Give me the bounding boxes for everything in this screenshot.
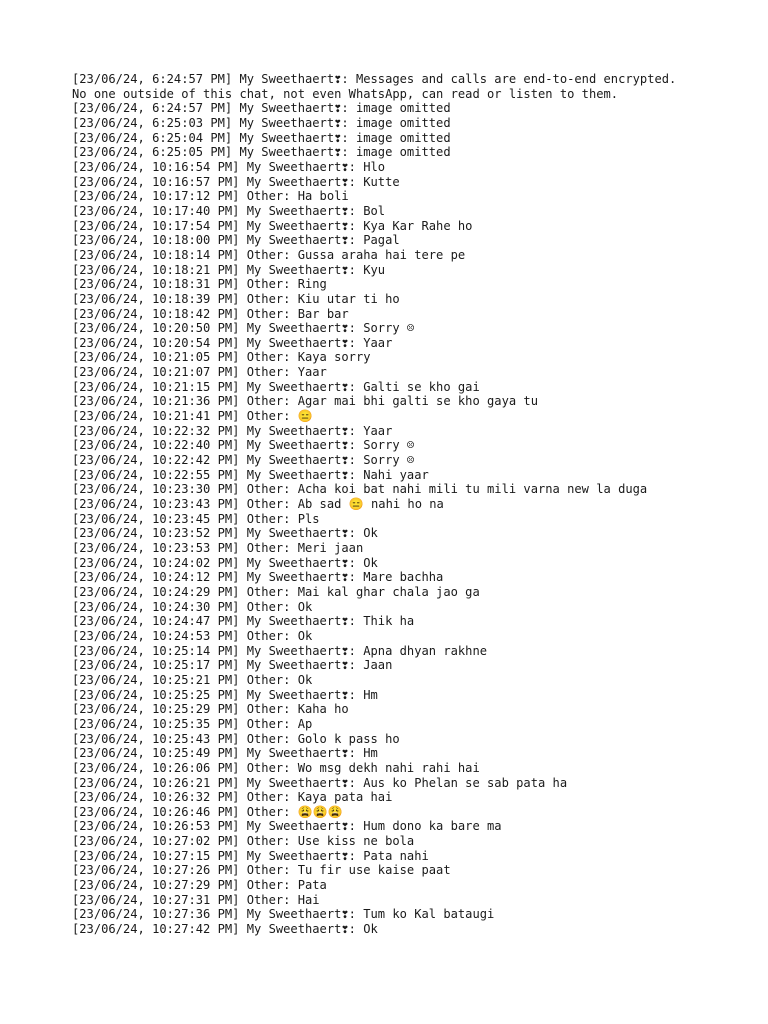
chat-line: [23/06/24, 10:25:43 PM] Other: Golo k pass ho <box>72 731 400 746</box>
chat-line: [23/06/24, 10:25:21 PM] Other: Ok <box>72 672 313 687</box>
chat-line: [23/06/24, 10:23:52 PM] My Sweethaert❣: Ok <box>72 526 378 541</box>
chat-line: [23/06/24, 10:27:42 PM] My Sweethaert❣: Ok <box>72 922 378 937</box>
chat-line: [23/06/24, 10:18:00 PM] My Sweethaert❣: Pagal <box>72 233 400 248</box>
chat-line: [23/06/24, 10:22:55 PM] My Sweethaert❣: Nahi yaar <box>72 467 429 482</box>
chat-line: [23/06/24, 10:24:30 PM] Other: Ok <box>72 599 313 614</box>
chat-line: [23/06/24, 10:20:50 PM] My Sweethaert❣: Sorry ☹ <box>72 321 415 336</box>
chat-line: [23/06/24, 10:23:30 PM] Other: Acha koi bat nahi mili tu mili varna new la duga <box>72 482 648 497</box>
chat-line: [23/06/24, 10:26:46 PM] Other: 😩😩😩 <box>72 804 343 819</box>
chat-line: [23/06/24, 6:25:03 PM] My Sweethaert❣: image omitted <box>72 115 451 130</box>
chat-line: [23/06/24, 10:16:57 PM] My Sweethaert❣: Kutte <box>72 174 400 189</box>
chat-line: [23/06/24, 10:25:35 PM] Other: Ap <box>72 716 313 731</box>
chat-line: [23/06/24, 10:27:36 PM] My Sweethaert❣: Tum ko Kal bataugi <box>72 907 495 922</box>
chat-line: [23/06/24, 10:25:17 PM] My Sweethaert❣: Jaan <box>72 658 393 673</box>
chat-line: [23/06/24, 10:24:47 PM] My Sweethaert❣: Thik ha <box>72 614 415 629</box>
chat-line: [23/06/24, 10:21:07 PM] Other: Yaar <box>72 365 327 380</box>
chat-line: [23/06/24, 10:21:36 PM] Other: Agar mai bhi galti se kho gaya tu <box>72 394 538 409</box>
chat-line: [23/06/24, 10:22:32 PM] My Sweethaert❣: Yaar <box>72 423 393 438</box>
chat-line: [23/06/24, 10:25:49 PM] My Sweethaert❣: Hm <box>72 746 378 761</box>
chat-line: [23/06/24, 10:20:54 PM] My Sweethaert❣: Yaar <box>72 335 393 350</box>
chat-line: [23/06/24, 10:26:32 PM] Other: Kaya pata hai <box>72 790 393 805</box>
chat-line: [23/06/24, 10:26:53 PM] My Sweethaert❣: Hum dono ka bare ma <box>72 819 502 834</box>
chat-line: [23/06/24, 10:27:26 PM] Other: Tu fir use kaise paat <box>72 863 451 878</box>
chat-line: [23/06/24, 10:21:15 PM] My Sweethaert❣: Galti se kho gai <box>72 379 480 394</box>
chat-line: [23/06/24, 10:17:12 PM] Other: Ha boli <box>72 189 349 204</box>
chat-line: [23/06/24, 10:23:43 PM] Other: Ab sad 😑 nahi ho na <box>72 497 444 512</box>
chat-line: [23/06/24, 10:18:31 PM] Other: Ring <box>72 277 327 292</box>
chat-line: [23/06/24, 10:17:40 PM] My Sweethaert❣: Bol <box>72 203 386 218</box>
chat-line: [23/06/24, 10:24:02 PM] My Sweethaert❣: Ok <box>72 555 378 570</box>
chat-line: [23/06/24, 6:25:04 PM] My Sweethaert❣: image omitted <box>72 130 451 145</box>
chat-line: [23/06/24, 10:27:15 PM] My Sweethaert❣: Pata nahi <box>72 848 429 863</box>
chat-line: [23/06/24, 10:27:02 PM] Other: Use kiss ne bola <box>72 834 415 849</box>
chat-line: [23/06/24, 10:27:29 PM] Other: Pata <box>72 878 327 893</box>
chat-line: [23/06/24, 10:25:29 PM] Other: Kaha ho <box>72 702 349 717</box>
chat-line: [23/06/24, 10:23:45 PM] Other: Pls <box>72 511 320 526</box>
chat-line: [23/06/24, 10:24:29 PM] Other: Mai kal ghar chala jao ga <box>72 584 480 599</box>
chat-line: [23/06/24, 10:21:41 PM] Other: 😑 <box>72 409 313 424</box>
chat-line: [23/06/24, 10:18:42 PM] Other: Bar bar <box>72 306 349 321</box>
chat-line: [23/06/24, 6:24:57 PM] My Sweethaert❣: image omitted <box>72 101 451 116</box>
chat-line: [23/06/24, 6:24:57 PM] My Sweethaert❣: Messages and calls are end-to-end encrypted. <box>72 72 677 86</box>
chat-line: [23/06/24, 10:18:14 PM] Other: Gussa araha hai tere pe <box>72 247 466 262</box>
chat-line: [23/06/24, 10:17:54 PM] My Sweethaert❣: Kya Kar Rahe ho <box>72 218 473 233</box>
chat-line: No one outside of this chat, not even WhatsApp, can read or listen to them. <box>72 86 619 101</box>
chat-line: [23/06/24, 10:24:53 PM] Other: Ok <box>72 628 313 643</box>
chat-line: [23/06/24, 10:18:39 PM] Other: Kiu utar ti ho <box>72 291 400 306</box>
chat-line: [23/06/24, 6:25:05 PM] My Sweethaert❣: image omitted <box>72 145 451 160</box>
chat-transcript <box>72 72 732 937</box>
chat-line: [23/06/24, 10:26:06 PM] Other: Wo msg dekh nahi rahi hai <box>72 760 480 775</box>
chat-line: [23/06/24, 10:24:12 PM] My Sweethaert❣: Mare bachha <box>72 570 444 585</box>
chat-line: [23/06/24, 10:22:42 PM] My Sweethaert❣: Sorry ☹ <box>72 453 415 468</box>
chat-line: [23/06/24, 10:22:40 PM] My Sweethaert❣: Sorry ☹ <box>72 438 415 453</box>
chat-line: [23/06/24, 10:25:25 PM] My Sweethaert❣: Hm <box>72 687 378 702</box>
chat-line: [23/06/24, 10:23:53 PM] Other: Meri jaan <box>72 541 364 555</box>
chat-line: [23/06/24, 10:21:05 PM] Other: Kaya sorry <box>72 350 371 365</box>
chat-line: [23/06/24, 10:16:54 PM] My Sweethaert❣: Hlo <box>72 159 386 174</box>
chat-line: [23/06/24, 10:18:21 PM] My Sweethaert❣: Kyu <box>72 262 386 277</box>
chat-line: [23/06/24, 10:26:21 PM] My Sweethaert❣: Aus ko Phelan se sab pata ha <box>72 775 568 790</box>
chat-line: [23/06/24, 10:25:14 PM] My Sweethaert❣: Apna dhyan rakhne <box>72 643 488 658</box>
chat-line: [23/06/24, 10:27:31 PM] Other: Hai <box>72 892 320 907</box>
